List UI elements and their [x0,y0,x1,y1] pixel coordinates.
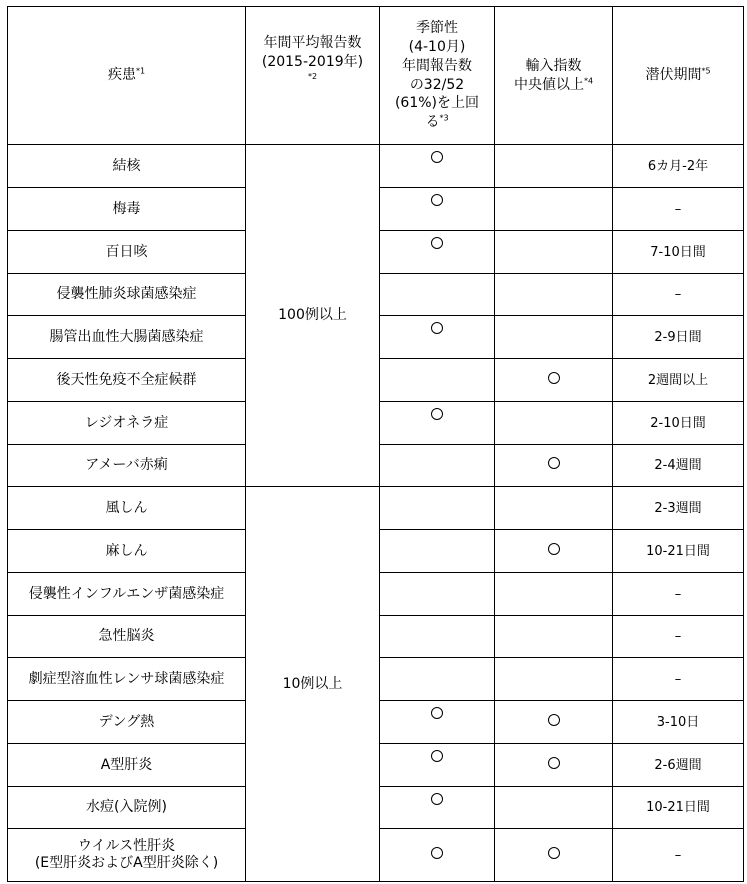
import-cell [495,145,613,188]
circle-mark-icon [431,194,443,206]
incubation-cell [613,231,744,274]
seasonal-cell [380,274,495,316]
seasonal-cell [380,445,495,487]
import-cell [495,188,613,231]
disease-name: 梅毒 [112,200,141,217]
import-cell [495,701,613,744]
disease-cell [8,658,246,701]
seasonal-cell [380,231,495,274]
disease-cell [8,316,246,359]
table-row [8,145,744,188]
disease-cell [8,445,246,487]
incubation-cell [613,188,744,231]
import-cell [495,658,613,701]
incubation-cell [613,573,744,616]
disease-cell [8,487,246,530]
import-cell [495,616,613,658]
disease-name: 急性脳炎 [98,628,155,645]
import-cell [495,744,613,787]
disease-cell [8,402,246,445]
circle-mark-icon [548,543,560,555]
disease-cell [8,274,246,316]
disease-cell [8,231,246,274]
header-disease: 疾患$^{*1}$ [8,7,246,145]
seasonal-cell [380,188,495,231]
import-cell [495,787,613,829]
incubation-value: – [674,586,682,602]
circle-mark-icon [431,750,443,762]
table-row [8,487,744,530]
disease-cell [8,616,246,658]
incubation-cell [613,530,744,573]
incubation-value: 3-10日 [656,714,700,730]
import-cell [495,402,613,445]
incubation-cell [613,829,744,882]
incubation-value: – [674,847,682,863]
circle-mark-icon [431,707,443,719]
incubation-value: 10-21日間 [646,543,710,559]
incubation-cell [613,787,744,829]
seasonal-cell [380,359,495,402]
incubation-cell [613,445,744,487]
disease-cell [8,829,246,882]
disease-cell [8,787,246,829]
incubation-cell [613,658,744,701]
circle-mark-icon [431,151,443,163]
disease-name: レジオネラ症 [84,414,169,431]
import-cell [495,530,613,573]
report-group-cell [246,487,380,882]
report-group-label: 100例以上 [278,307,347,324]
seasonal-cell [380,744,495,787]
disease-cell [8,359,246,402]
incubation-value: – [674,671,682,687]
seasonal-cell [380,402,495,445]
import-cell [495,274,613,316]
disease-name: 麻しん [105,542,148,559]
import-cell [495,445,613,487]
disease-name: 劇症型溶血性レンサ球菌感染症 [28,670,225,687]
incubation-value: 7-10日間 [650,244,706,260]
circle-mark-icon [548,757,560,769]
import-cell [495,231,613,274]
incubation-cell [613,316,744,359]
seasonal-cell [380,487,495,530]
disease-name: 腸管出血性大腸菌感染症 [49,328,204,345]
incubation-value: 2-6週間 [654,757,702,773]
disease-table [7,6,744,882]
incubation-cell [613,744,744,787]
disease-name: デング熱 [98,713,155,730]
seasonal-cell [380,573,495,616]
incubation-cell [613,274,744,316]
disease-name: 後天性免疫不全症候群 [56,371,197,388]
incubation-cell [613,616,744,658]
seasonal-cell [380,701,495,744]
disease-cell [8,701,246,744]
report-group-cell [246,145,380,487]
circle-mark-icon [431,793,443,805]
import-cell [495,359,613,402]
incubation-value: – [674,287,682,303]
incubation-cell [613,145,744,188]
incubation-value: 2週間以上 [647,372,709,388]
disease-cell [8,145,246,188]
incubation-value: 2-4週間 [654,458,702,474]
header-incubation: 潜伏期間$^{*5}$ [613,7,744,145]
import-cell [495,573,613,616]
disease-name-line: (E型肝炎およびA型肝炎除く) [34,855,219,871]
incubation-value: 2-10日間 [650,415,706,431]
disease-name-line: ウイルス性肝炎 [77,838,176,855]
seasonal-cell [380,787,495,829]
disease-name: 百日咳 [105,243,148,260]
disease-name: アメーバ赤痢 [85,457,168,474]
seasonal-cell [380,658,495,701]
incubation-cell [613,359,744,402]
disease-name: 水痘(入院例) [86,799,167,816]
circle-mark-icon [431,847,443,859]
disease-cell [8,188,246,231]
import-cell [495,829,613,882]
circle-mark-icon [431,322,443,334]
import-cell [495,316,613,359]
circle-mark-icon [548,372,560,384]
disease-name: 侵襲性インフルエンザ菌感染症 [28,585,225,602]
disease-cell [8,530,246,573]
incubation-value: – [674,201,682,217]
import-cell [495,487,613,530]
incubation-value: 2-3週間 [654,500,702,516]
report-group-label: 10例以上 [282,675,343,692]
incubation-value: 6カ月-2年 [647,158,709,174]
seasonal-cell [380,145,495,188]
circle-mark-icon [548,847,560,859]
incubation-value: 2-9日間 [654,329,702,345]
disease-cell [8,573,246,616]
seasonal-cell [380,316,495,359]
incubation-value: – [674,629,682,645]
incubation-cell [613,487,744,530]
seasonal-cell [380,530,495,573]
disease-name: 侵襲性肺炎球菌感染症 [56,286,197,303]
incubation-cell [613,701,744,744]
header-seasonality: 季節性 (4-10月) 年間報告数 の32/52 (61%)を上回 る$^{*3}$ [380,7,495,145]
incubation-cell [613,402,744,445]
circle-mark-icon [431,408,443,420]
circle-mark-icon [431,237,443,249]
disease-cell [8,744,246,787]
seasonal-cell [380,829,495,882]
circle-mark-icon [548,457,560,469]
seasonal-cell [380,616,495,658]
incubation-value: 10-21日間 [646,800,710,816]
disease-name: 風しん [105,499,148,516]
disease-name: A型肝炎 [100,756,153,773]
disease-name: 結核 [112,157,141,174]
header-annual-reports: 年間平均報告数 (2015-2019年) *2 [246,7,380,145]
header-row [8,7,744,145]
circle-mark-icon [548,714,560,726]
header-import-index: 輸入指数 中央値以上$^{*4}$ [495,7,613,145]
